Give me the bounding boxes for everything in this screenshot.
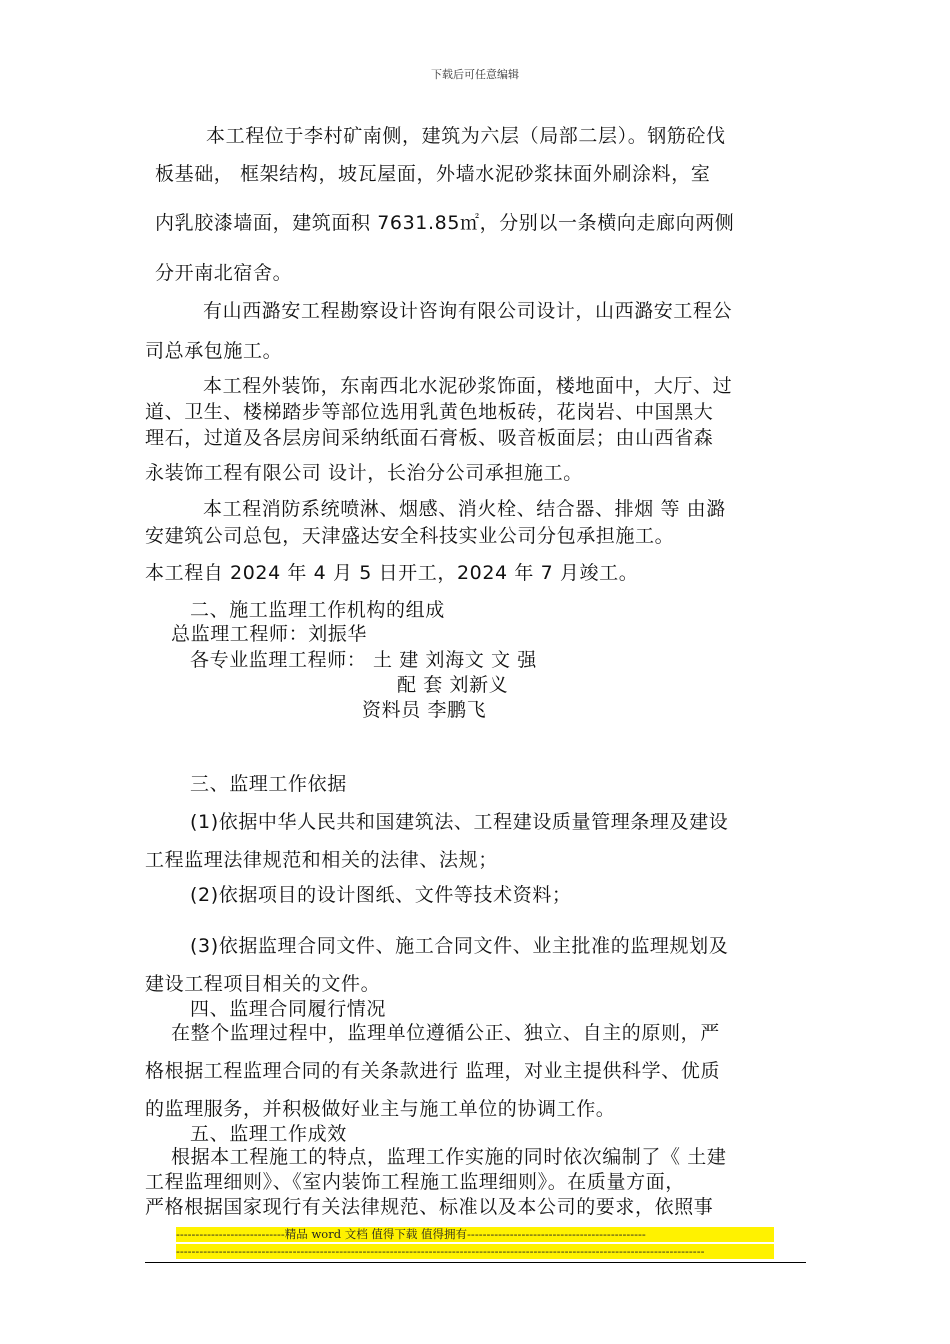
text-line: 配 套 刘新义 [397, 674, 509, 696]
text-line: 司总承包施工。 [145, 340, 283, 362]
text-line: 有山西潞安工程勘察设计咨询有限公司设计，山西潞安工程公 [203, 300, 733, 322]
text-line: (2)依据项目的设计图纸、文件等技术资料； [190, 884, 572, 906]
text-line: 建设工程项目相关的文件。 [145, 973, 381, 995]
text-line: 严格根据国家现行有关法律规范、标准以及本公司的要求，依照事 [145, 1196, 714, 1218]
text-line: 总监理工程师：刘振华 [171, 623, 368, 645]
text-line: 本工程消防系统喷淋、烟感、消火栓、结合器、排烟 等 由潞 [203, 498, 726, 520]
text-line: 理石，过道及各层房间采纳纸面石膏板、吸音板面层；由山西省森 [145, 427, 714, 449]
text-line: 分开南北宿舍。 [155, 262, 293, 284]
text-line: 安建筑公司总包，天津盛达安全科技实业公司分包承担施工。 [145, 525, 675, 547]
footer-banner: ----------------------------精品 word 文档 值得下载 值得拥有---------------------------------------------- [176, 1227, 774, 1242]
footer-dash-line: ---------------------------------------------------------------------------------------------------------------------------------------- [176, 1244, 774, 1259]
section-heading: 四、监理合同履行情况 [190, 998, 387, 1020]
text-line: 道、卫生、楼梯踏步等部位选用乳黄色地板砖，花岗岩、中国黑大 [145, 401, 714, 423]
text-line: 各专业监理工程师： 土 建 刘海文 文 强 [190, 649, 537, 671]
section-heading: 三、监理工作依据 [190, 773, 347, 795]
text-line: 本工程自 2024 年 4 月 5 日开工，2024 年 7 月竣工。 [145, 562, 639, 584]
text-line: 格根据工程监理合同的有关条款进行 监理，对业主提供科学、优质 [145, 1060, 721, 1082]
footer-divider [145, 1262, 806, 1263]
text-line: 本工程外装饰，东南西北水泥砂浆饰面，楼地面中，大厅、过 [203, 375, 733, 397]
text-line: 板基础， 框架结构，坡瓦屋面，外墙水泥砂浆抹面外刷涂料，室 [155, 163, 711, 185]
text-line: 根据本工程施工的特点，监理工作实施的同时依次编制了《 土建 [171, 1146, 727, 1168]
text-line: 工程监理法律规范和相关的法律、法规； [145, 849, 498, 871]
text-line: 在整个监理过程中，监理单位遵循公正、独立、自主的原则，严 [171, 1022, 720, 1044]
text-line: 资料员 李鹏飞 [362, 699, 487, 721]
header-note: 下载后可任意编辑 [431, 68, 519, 81]
text-line: 内乳胶漆墙面，建筑面积 7631.85㎡，分别以一条横向走廊向两侧 [155, 212, 735, 234]
text-line: 永装饰工程有限公司 设计，长治分公司承担施工。 [145, 462, 583, 484]
text-line: 本工程位于李村矿南侧，建筑为六层（局部二层）。钢筋砼伐 [206, 125, 726, 147]
text-line: (1)依据中华人民共和国建筑法、工程建设质量管理条理及建设 [190, 811, 729, 833]
text-line: (3)依据监理合同文件、施工合同文件、业主批准的监理规划及 [190, 935, 729, 957]
section-heading: 五、监理工作成效 [190, 1123, 347, 1145]
text-line: 的监理服务，并积极做好业主与施工单位的协调工作。 [145, 1098, 616, 1120]
text-line: 工程监理细则》、《室内装饰工程施工监理细则》。在质量方面， [145, 1171, 685, 1193]
section-heading: 二、施工监理工作机构的组成 [190, 599, 445, 621]
